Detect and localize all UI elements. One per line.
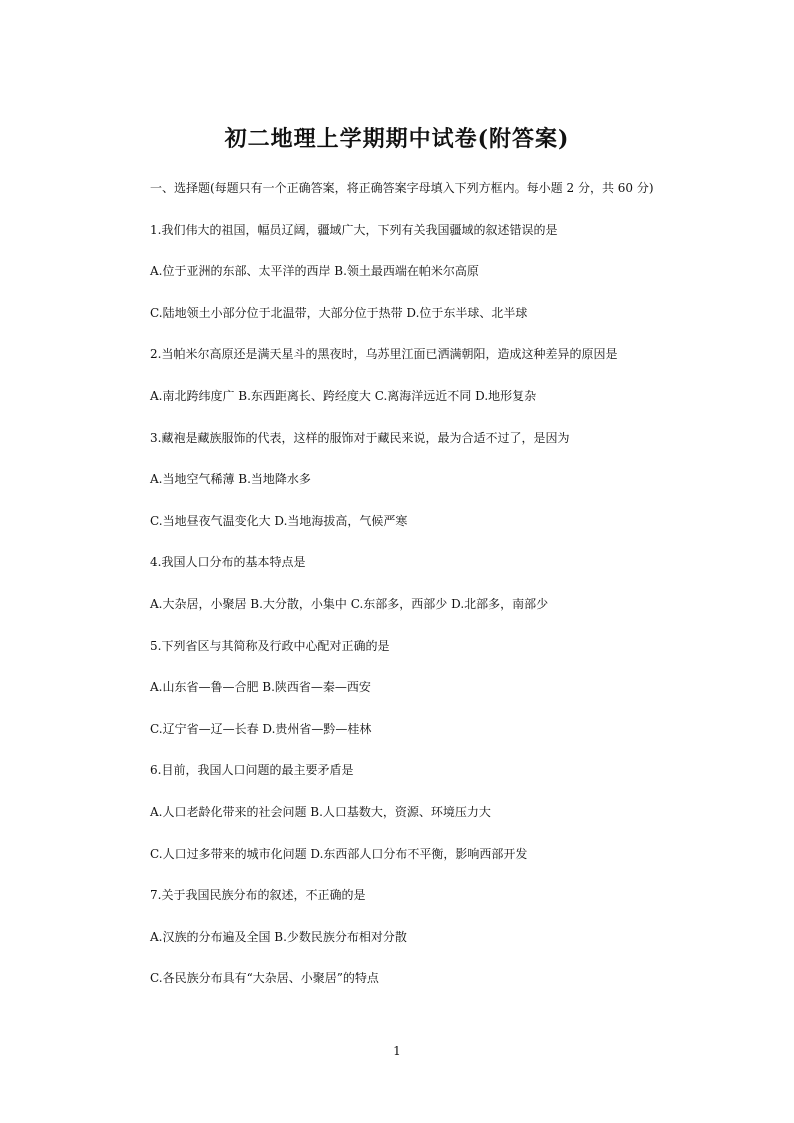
question-5: 5.下列省区与其简称及行政中心配对正确的是 [150, 638, 390, 653]
question-4-options: A.大杂居，小聚居 B.大分散，小集中 C.东部多，西部少 D.北部多，南部少 [150, 596, 549, 611]
question-1-options-cd: C.陆地领土小部分位于北温带，大部分位于热带 D.位于东半球、北半球 [150, 305, 528, 320]
question-6-options-cd: C.人口过多带来的城市化问题 D.东西部人口分布不平衡，影响西部开发 [150, 846, 528, 861]
question-5-options-ab: A.山东省—鲁—合肥 B.陕西省—秦—西安 [150, 680, 371, 695]
question-5-options-cd: C.辽宁省—辽—长春 D.贵州省—黔—桂林 [150, 721, 372, 736]
question-6-options-ab: A.人口老龄化带来的社会问题 B.人口基数大，资源、环境压力大 [150, 804, 491, 819]
question-6: 6.目前，我国人口问题的最主要矛盾是 [150, 763, 354, 778]
question-7-options-ab: A.汉族的分布遍及全国 B.少数民族分布相对分散 [150, 929, 407, 944]
question-7-option-c: C.各民族分布具有“大杂居、小聚居”的特点 [150, 971, 379, 986]
question-1: 1.我们伟大的祖国，幅员辽阔，疆域广大，下列有关我国疆域的叙述错误的是 [150, 222, 558, 237]
question-4: 4.我国人口分布的基本特点是 [150, 555, 306, 570]
question-2-options: A.南北跨纬度广 B.东西距离长、跨经度大 C.离海洋远近不同 D.地形复杂 [150, 388, 537, 403]
section-heading: 一、选择题(每题只有一个正确答案，将正确答案字母填入下列方框内。每小题 2 分，共 60 分) [150, 181, 654, 195]
question-1-options-ab: A.位于亚洲的东部、太平洋的西岸 B.领土最西端在帕米尔高原 [150, 264, 479, 279]
question-3-options-ab: A.当地空气稀薄 B.当地降水多 [150, 472, 311, 487]
page-number: 1 [393, 1044, 401, 1058]
question-2: 2.当帕米尔高原还是满天星斗的黑夜时，乌苏里江面已洒满朝阳，造成这种差异的原因是 [150, 347, 618, 362]
question-3-options-cd: C.当地昼夜气温变化大 D.当地海拔高，气候严寒 [150, 513, 408, 528]
question-list [150, 180, 710, 1012]
page-title: 初二地理上学期期中试卷(附答案) [224, 126, 570, 152]
question-7: 7.关于我国民族分布的叙述，不正确的是 [150, 888, 366, 903]
question-3: 3.藏袍是藏族服饰的代表，这样的服饰对于藏民来说，最为合适不过了，是因为 [150, 430, 570, 445]
